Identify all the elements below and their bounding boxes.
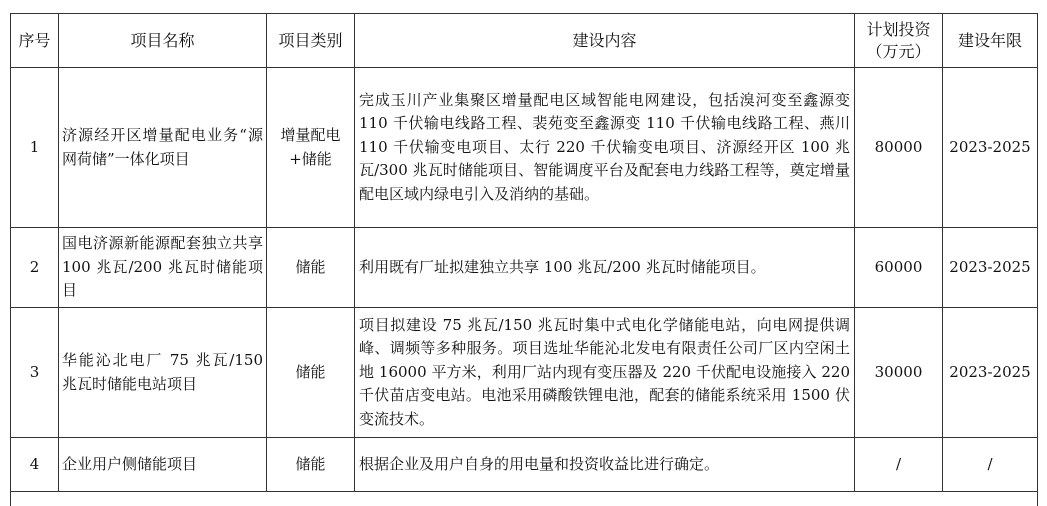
header-investment-line1: 计划投资 [866,19,931,39]
header-investment-line2: （万元） [866,41,931,61]
cell-period: 2023-2025 [943,228,1038,308]
cell-content: 利用既有厂址拟建独立共享 100 兆瓦/200 兆瓦时储能项目。 [355,228,855,308]
header-investment [855,14,943,68]
cell-period: / [943,438,1038,492]
cell-investment: 30000 [855,308,943,438]
cell-name: 华能沁北电厂 75 兆瓦/150 兆瓦时储能电站项目 [59,308,267,438]
cell-investment: / [855,438,943,492]
header-index: 序号 [11,14,59,68]
project-table [10,13,1038,506]
cell-category: 储能 [267,308,355,438]
cell-category: 增量配电+储能 [267,68,355,228]
header-category: 项目类别 [267,14,355,68]
cell-index: 3 [11,308,59,438]
cell-index: 1 [11,68,59,228]
cell-period: 2023-2025 [943,308,1038,438]
header-name: 项目名称 [59,14,267,68]
cell-investment: 60000 [855,228,943,308]
cell-index: 4 [11,438,59,492]
cell-name: 济源经开区增量配电业务“源网荷储”一体化项目 [59,68,267,228]
cell-content: 根据企业及用户自身的用电量和投资收益比进行确定。 [355,438,855,492]
header-period: 建设年限 [943,14,1038,68]
cell-index: 2 [11,228,59,308]
cell-name: 国电济源新能源配套独立共享 100 兆瓦/200 兆瓦时储能项目 [59,228,267,308]
cell-name: 企业用户侧储能项目 [59,438,267,492]
cell-empty [11,492,1038,506]
table-row [11,308,1038,438]
table-header-row [11,14,1038,68]
table-row [11,228,1038,308]
table-row [11,68,1038,228]
cell-content: 项目拟建设 75 兆瓦/150 兆瓦时集中式电化学储能电站，向电网提供调峰、调频等多种服务。项目选址华能沁北发电有限责任公司厂区内空闲土地 16000 平方米，利用厂站内现有变压器及 220 千伏配电设施接入 220 千伏苗店变电站。电池采用磷酸铁锂电池，配套的储能系统采用 1500 伏变流技术。 [355,308,855,438]
cell-investment: 80000 [855,68,943,228]
cell-category: 储能 [267,228,355,308]
header-content: 建设内容 [355,14,855,68]
cell-content: 完成玉川产业集聚区增量配电区域智能电网建设，包括溴河变至鑫源变 110 千伏输电线路工程、裴苑变至鑫源变 110 千伏输电线路工程、燕川 110 千伏输变电项目、太行 220 千伏输变电项目、济源经开区 100 兆瓦/300 兆瓦时储能项目、智能调度平台及配套电力线路工程等，奠定增量配电区域内绿电引入及消纳的基础。 [355,68,855,228]
cell-category: 储能 [267,438,355,492]
table-row-empty [11,492,1038,506]
table-row [11,438,1038,492]
cell-period: 2023-2025 [943,68,1038,228]
